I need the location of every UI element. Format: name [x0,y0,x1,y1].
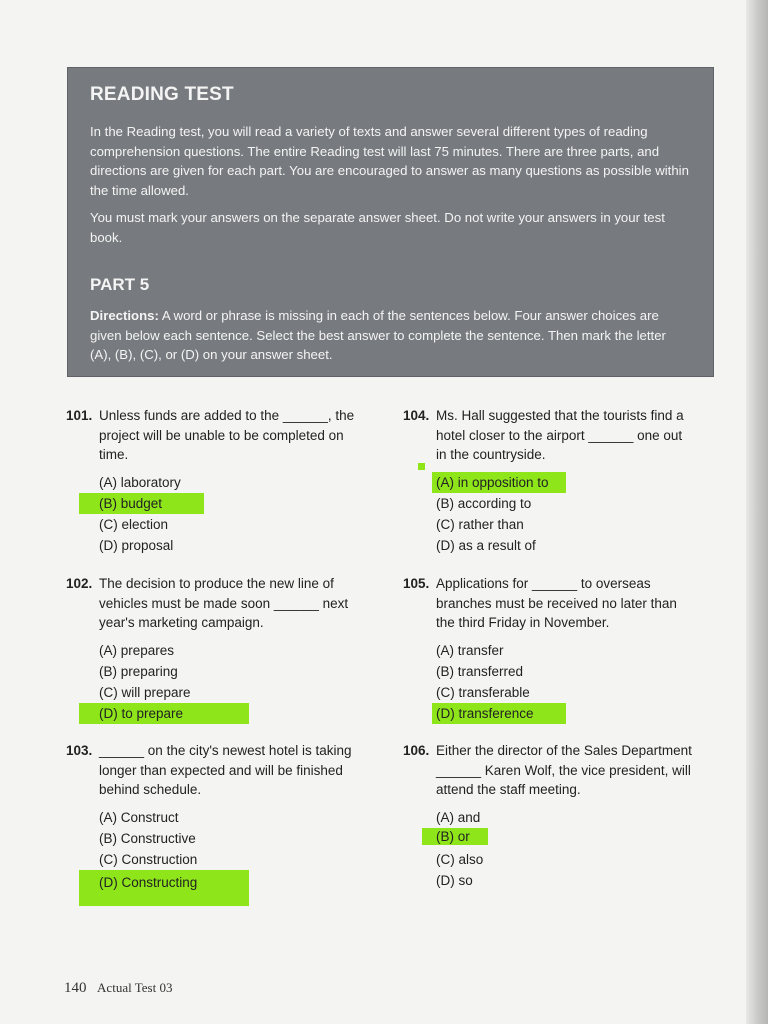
option-a: (A) laboratory [99,474,181,490]
option-c: (C) also [436,851,484,867]
option-a-highlighted: (A) in opposition to [432,472,566,493]
question-number: 105. [403,576,430,591]
option-a: (A) transfer [436,642,504,658]
question-number: 106. [403,743,430,758]
question-stem: The decision to produce the new line of vehicles must be made soon ______ next year's marketing campaign. [99,576,349,630]
page-footer [64,980,172,997]
option-c: (C) Construction [99,851,198,867]
option-d: (D) proposal [99,537,174,553]
page-number: 140 [64,980,87,996]
instructions-box [67,67,714,377]
option-b: (B) transferred [436,663,524,679]
option-b-highlighted: (B) budget [79,493,204,514]
answer-options [99,472,356,556]
directions-paragraph [90,306,690,365]
option-b-highlighted: (B) or [422,828,488,845]
option-d-highlighted: (D) Constructing [79,870,249,906]
answer-options [99,807,356,906]
highlight-mark [418,463,425,470]
question-102 [66,574,356,724]
question-105 [403,574,693,724]
question-stem: Unless funds are added to the ______, the project will be unable to be completed on time. [99,408,355,462]
question-stem: Either the director of the Sales Department ______ Karen Wolf, the vice president, will attend the staff meeting. [436,743,692,797]
answer-options [436,472,693,556]
option-c: (C) transferable [436,684,530,700]
option-d: (D) as a result of [436,537,536,553]
question-stem: ______ on the city's newest hotel is taking longer than expected and will be finished behind schedule. [99,743,352,797]
question-104 [403,406,693,556]
answer-options [436,640,693,724]
question-106 [403,741,693,891]
footer-label: Actual Test 03 [97,980,173,995]
option-a: (A) prepares [99,642,175,658]
option-a: (A) Construct [99,809,179,825]
question-number: 104. [403,408,430,423]
intro-paragraph-2: You must mark your answers on the separate answer sheet. Do not write your answers in your test book. [90,210,665,245]
directions-text: A word or phrase is missing in each of the sentences below. Four answer choices are given below each sentence. Select the best answer to complete the sentence. Then mark the letter (A), (B), (C), or (D) on your answer sheet. [90,308,666,362]
answer-options [99,640,356,724]
option-d: (D) so [436,872,473,888]
answer-options [436,807,693,891]
page-edge-shadow [746,0,768,1024]
question-number: 101. [66,408,93,423]
question-101 [66,406,356,556]
question-number: 102. [66,576,93,591]
option-c: (C) election [99,516,169,532]
directions-label: Directions: [90,308,159,323]
question-number: 103. [66,743,93,758]
option-b: (B) Constructive [99,830,196,846]
option-b: (B) preparing [99,663,178,679]
part-title: PART 5 [90,275,150,294]
option-d-highlighted: (D) transference [432,703,566,724]
question-103 [66,741,356,906]
option-a: (A) and [436,809,481,825]
question-stem: Ms. Hall suggested that the tourists find a hotel closer to the airport ______ one out in the countryside. [436,408,684,462]
option-c: (C) will prepare [99,684,191,700]
option-c: (C) rather than [436,516,524,532]
option-b: (B) according to [436,495,532,511]
option-d-highlighted: (D) to prepare [79,703,249,724]
section-title: READING TEST [90,84,234,105]
question-stem: Applications for ______ to overseas branches must be received no later than the third Friday in November. [436,576,677,630]
intro-paragraph-1: In the Reading test, you will read a variety of texts and answer several different types of reading comprehension questions. The entire Reading test will last 75 minutes. There are three parts, and directions are given for each part. You are encouraged to answer as many questions as possible within the time allowed. [90,124,689,198]
